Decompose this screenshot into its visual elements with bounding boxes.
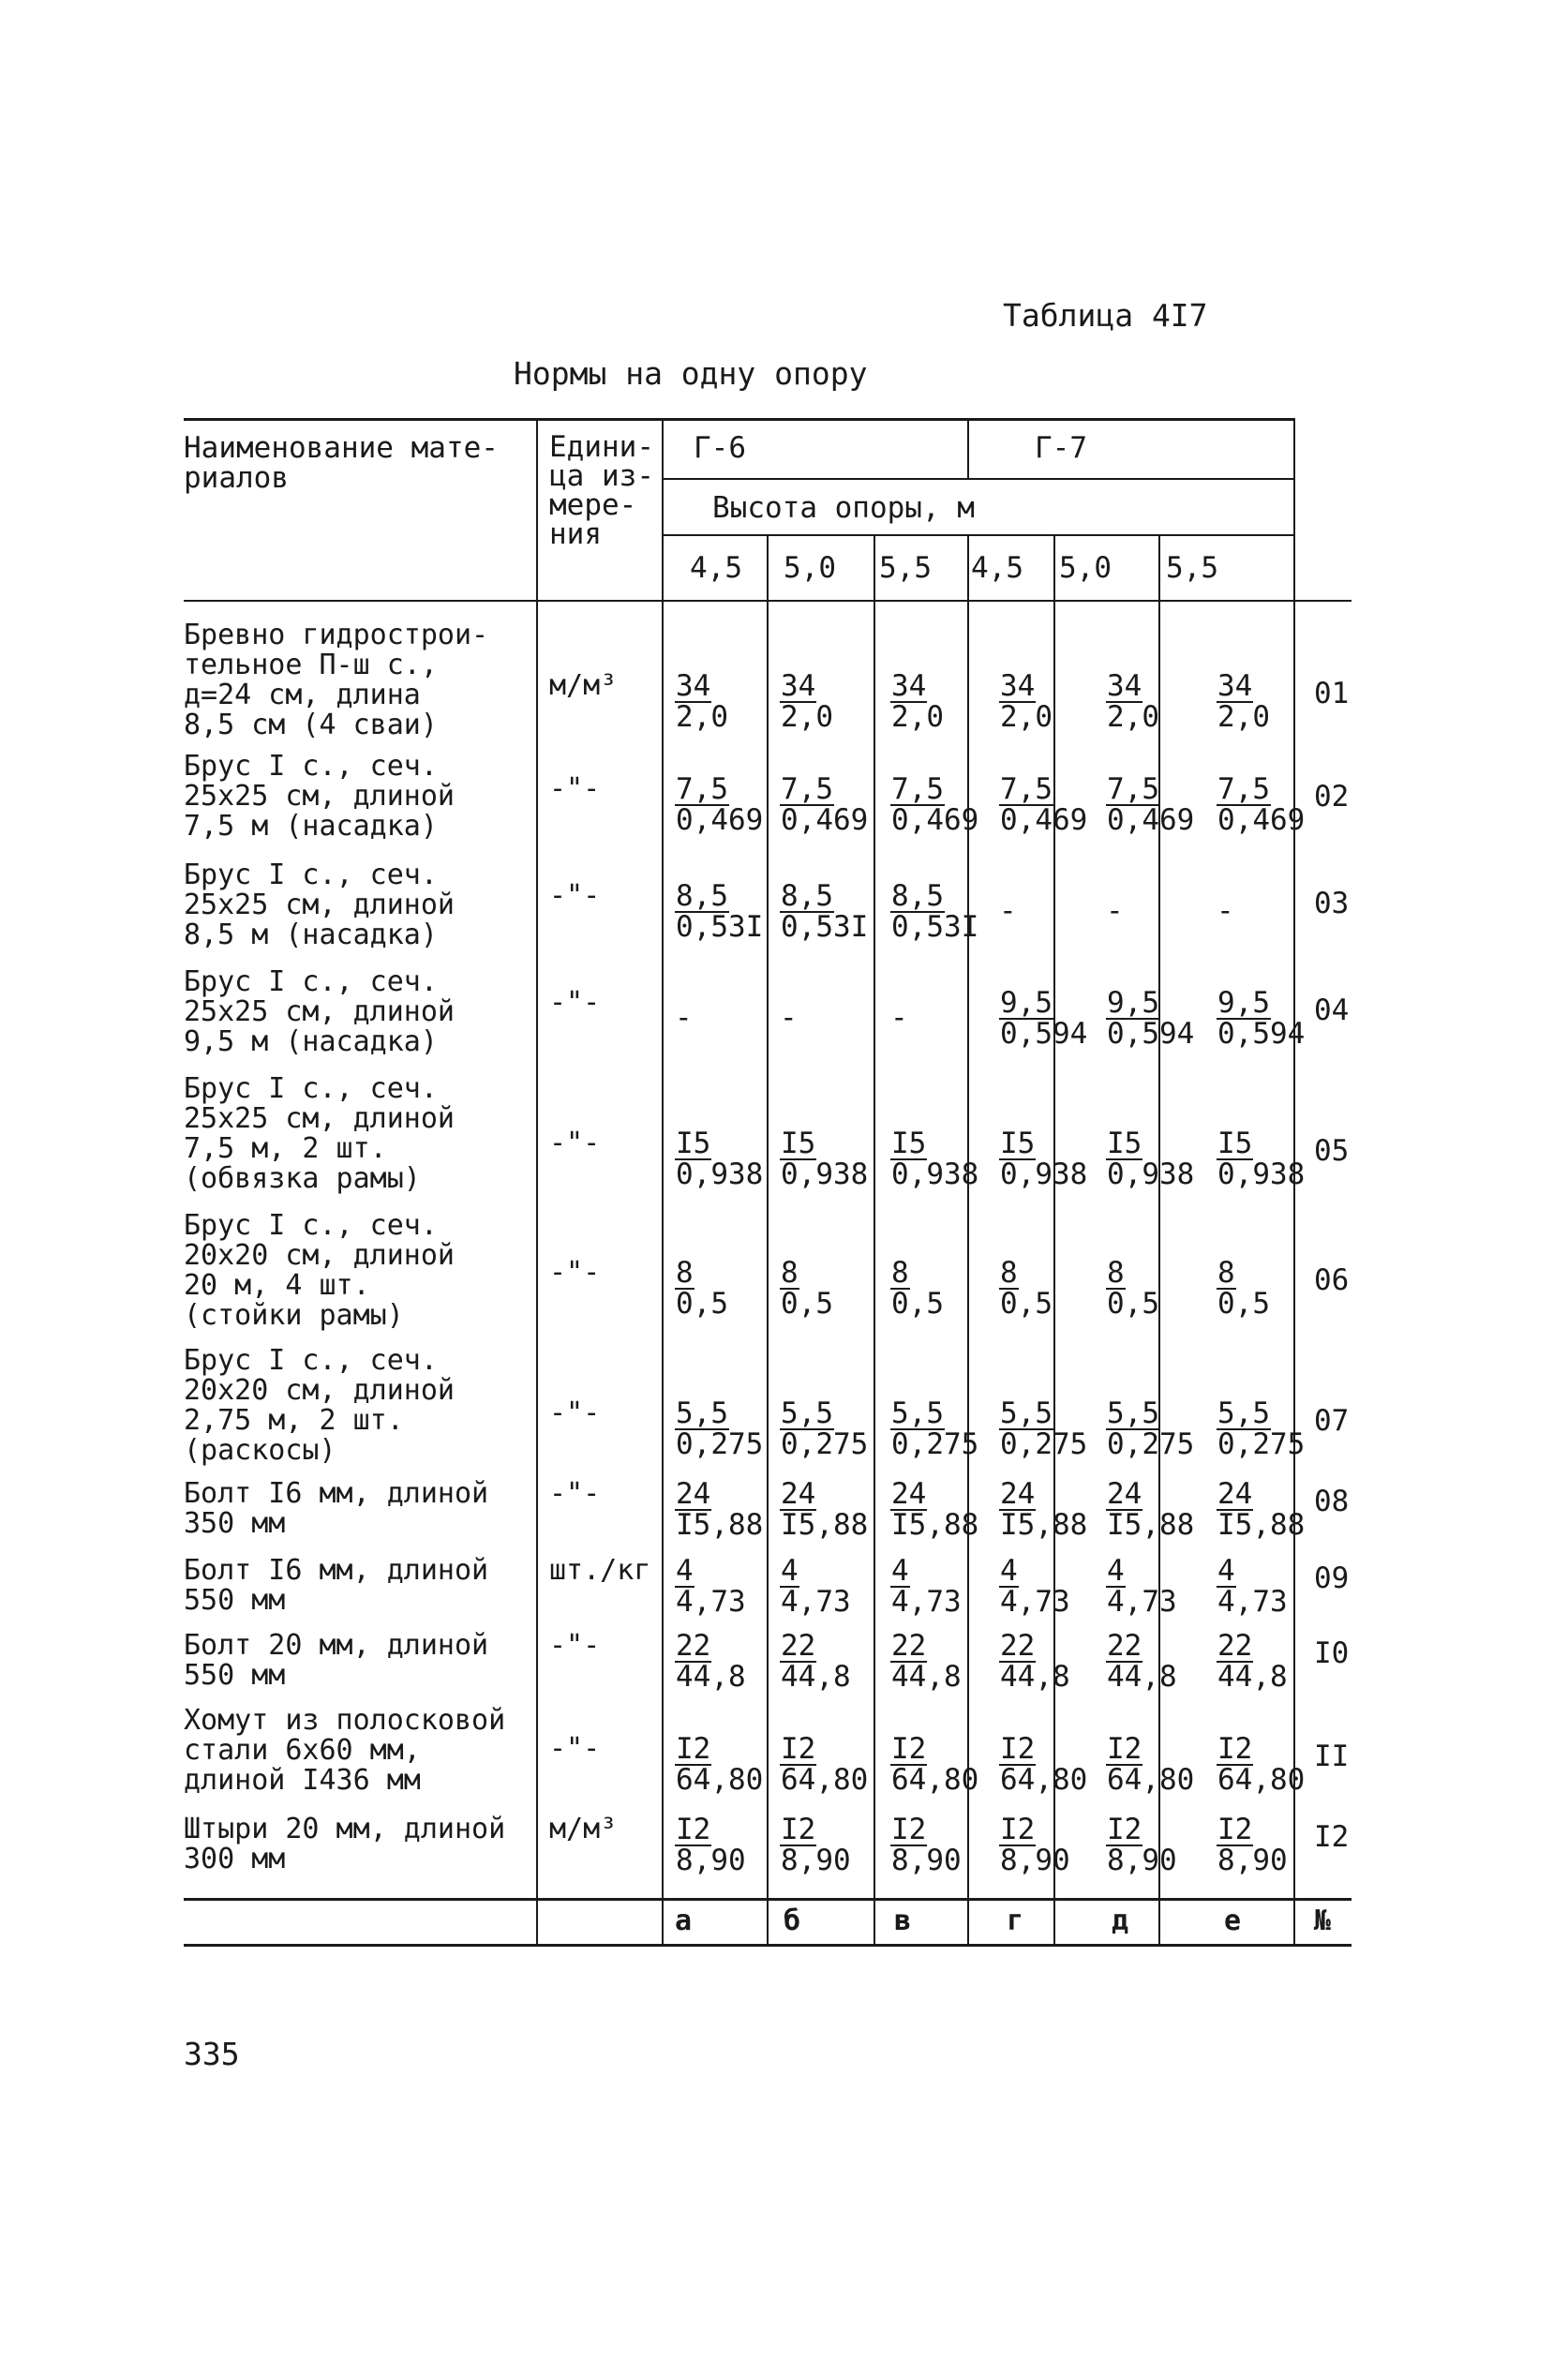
- footer-col-2: в: [894, 1904, 912, 1937]
- fraction-denominator: I5,88: [676, 1508, 764, 1542]
- fraction-denominator: 0,594: [1107, 1017, 1195, 1051]
- row-value-fraction: [999, 1815, 1070, 1875]
- fraction-numerator: 7,5: [1000, 772, 1053, 806]
- fraction-denominator: 0,53I: [676, 910, 764, 944]
- row-code: 01: [1314, 677, 1350, 710]
- fraction-denominator: 2,0: [781, 700, 833, 734]
- row-value-fraction: [675, 1732, 764, 1797]
- fraction-numerator: 7,5: [676, 772, 728, 806]
- fraction-numerator: I2: [781, 1732, 816, 1766]
- row-value-fraction: [675, 1127, 764, 1191]
- fraction-denominator: 0,938: [1217, 1158, 1306, 1191]
- row-value-fraction: [890, 772, 979, 837]
- row-value-dash: -: [890, 1001, 908, 1035]
- header-name-col: Наименование мате- риалов: [184, 431, 499, 495]
- fraction-denominator: 0,469: [1000, 803, 1088, 837]
- row-value-fraction: [890, 1732, 979, 1797]
- row-value-fraction: [999, 669, 1053, 734]
- fraction-denominator: 0,469: [891, 803, 979, 837]
- row-value-fraction: [890, 1127, 979, 1191]
- col-divider-4: [1053, 534, 1055, 1944]
- fraction-denominator: 4,73: [781, 1585, 851, 1619]
- fraction-numerator: 8: [1217, 1256, 1235, 1290]
- row-value-fraction: [890, 1815, 962, 1875]
- fraction-denominator: 2,0: [676, 700, 728, 734]
- fraction-denominator: 0,938: [781, 1158, 869, 1191]
- row-value-fraction: [780, 1477, 869, 1542]
- row-material-name: Болт 20 мм, длиной 550 мм: [184, 1629, 489, 1692]
- row-code: 07: [1314, 1404, 1350, 1438]
- fraction-denominator: 4,73: [1000, 1585, 1070, 1619]
- fraction-denominator: 0,275: [676, 1427, 764, 1461]
- row-value-fraction: [675, 772, 764, 837]
- fraction-denominator: 0,275: [1217, 1427, 1306, 1461]
- fraction-denominator: 64,80: [1107, 1763, 1195, 1797]
- row-value-fraction: [675, 1256, 728, 1321]
- row-code: 09: [1314, 1561, 1350, 1595]
- col-divider-5: [1158, 534, 1160, 1944]
- fraction-numerator: 8: [781, 1256, 799, 1290]
- fraction-denominator: 0,5: [1217, 1287, 1270, 1321]
- fraction-numerator: 9,5: [1217, 986, 1270, 1020]
- row-code: I0: [1314, 1636, 1350, 1670]
- fraction-denominator: 44,8: [1000, 1660, 1070, 1694]
- header-unit-col: Едини- ца из- мере- ния: [549, 430, 654, 551]
- fraction-denominator: 2,0: [1217, 700, 1270, 734]
- fraction-numerator: 7,5: [781, 772, 833, 806]
- fraction-numerator: 4: [781, 1554, 799, 1588]
- fraction-denominator: 4,73: [676, 1585, 746, 1619]
- fraction-denominator: 2,0: [891, 700, 944, 734]
- footer-col-4: д: [1112, 1904, 1129, 1937]
- row-value-fraction: [675, 1629, 746, 1694]
- fraction-denominator: 64,80: [1217, 1763, 1306, 1797]
- fraction-denominator: 64,80: [781, 1763, 869, 1797]
- row-unit: -"-: [549, 1629, 601, 1662]
- row-value-fraction: [999, 1397, 1088, 1461]
- fraction-numerator: I5: [1000, 1127, 1036, 1160]
- fraction-numerator: 5,5: [1107, 1397, 1159, 1430]
- fraction-denominator: 4,73: [891, 1585, 962, 1619]
- fraction-denominator: 0,5: [676, 1287, 728, 1321]
- row-value-fraction: [675, 1554, 746, 1619]
- fraction-denominator: 0,53I: [891, 910, 979, 944]
- row-material-name: Хомут из полосковой стали 6х60 мм, длиной I436 мм: [184, 1704, 506, 1797]
- page-number: 335: [184, 2036, 240, 2072]
- fraction-numerator: 22: [1107, 1629, 1142, 1663]
- fraction-numerator: I2: [891, 1813, 927, 1846]
- row-code: 08: [1314, 1485, 1350, 1518]
- col-divider-groups: [967, 418, 969, 478]
- fraction-numerator: 5,5: [891, 1397, 944, 1430]
- row-unit: -"-: [549, 772, 601, 805]
- row-value-fraction: [780, 1554, 851, 1619]
- fraction-numerator: 34: [1107, 669, 1142, 703]
- fraction-denominator: 8,90: [1000, 1844, 1070, 1877]
- row-unit: -"-: [549, 1477, 601, 1510]
- fraction-denominator: 2,0: [1107, 700, 1159, 734]
- row-material-name: Брус I с., сеч. 20х20 см, длиной 2,75 м, 2 шт. (раскосы): [184, 1344, 455, 1467]
- header-height-2: 5,5: [879, 551, 932, 585]
- row-value-fraction: [1217, 669, 1270, 734]
- table-subtitle: Нормы на одну опору: [514, 355, 868, 392]
- fraction-numerator: 5,5: [1217, 1397, 1270, 1430]
- row-code: 05: [1314, 1134, 1350, 1168]
- row-value-fraction: [1106, 1397, 1195, 1461]
- row-unit: -"-: [549, 1127, 601, 1159]
- fraction-numerator: I2: [676, 1813, 711, 1846]
- col-divider-2: [874, 534, 875, 1944]
- fraction-denominator: 64,80: [1000, 1763, 1088, 1797]
- row-value-fraction: [780, 669, 833, 734]
- row-value-fraction: [890, 1629, 962, 1694]
- row-value-fraction: [890, 1477, 979, 1542]
- fraction-numerator: 24: [1000, 1477, 1036, 1511]
- col-divider-unit-data: [662, 418, 664, 1944]
- fraction-denominator: 0,5: [1107, 1287, 1159, 1321]
- row-value-fraction: [675, 1477, 764, 1542]
- fraction-numerator: 5,5: [676, 1397, 728, 1430]
- fraction-denominator: 0,938: [1107, 1158, 1195, 1191]
- row-value-fraction: [780, 772, 869, 837]
- row-value-fraction: [999, 986, 1088, 1051]
- fraction-denominator: 44,8: [781, 1660, 851, 1694]
- row-value-fraction: [999, 772, 1088, 837]
- fraction-numerator: 34: [891, 669, 927, 703]
- fraction-denominator: 0,5: [891, 1287, 944, 1321]
- fraction-numerator: 4: [676, 1554, 694, 1588]
- row-value-fraction: [1217, 772, 1306, 837]
- footer-code-col: №: [1314, 1904, 1332, 1937]
- footer-col-3: г: [1007, 1904, 1024, 1937]
- row-value-fraction: [675, 669, 728, 734]
- footer-col-1: б: [784, 1904, 801, 1937]
- row-value-fraction: [1217, 1477, 1306, 1542]
- fraction-numerator: 5,5: [781, 1397, 833, 1430]
- header-height-3: 4,5: [971, 551, 1023, 585]
- table-label: Таблица 4I7: [1003, 297, 1208, 334]
- row-value-fraction: [780, 1732, 869, 1797]
- row-value-fraction: [999, 1554, 1070, 1619]
- row-value-fraction: [999, 1256, 1053, 1321]
- row-value-fraction: [1217, 1256, 1270, 1321]
- row-value-dash: -: [1106, 894, 1124, 928]
- fraction-numerator: 22: [1217, 1629, 1253, 1663]
- fraction-numerator: 7,5: [1107, 772, 1159, 806]
- row-code: 06: [1314, 1263, 1350, 1297]
- row-value-fraction: [675, 1815, 746, 1875]
- fraction-denominator: 64,80: [676, 1763, 764, 1797]
- fraction-numerator: 22: [891, 1629, 927, 1663]
- fraction-numerator: 8: [1000, 1256, 1018, 1290]
- fraction-numerator: 22: [676, 1629, 711, 1663]
- fraction-denominator: 8,90: [891, 1844, 962, 1877]
- height-values-top-rule: [662, 534, 1293, 536]
- fraction-denominator: 2,0: [1000, 700, 1053, 734]
- row-unit: -"-: [549, 879, 601, 912]
- fraction-numerator: 34: [1000, 669, 1036, 703]
- footer-col-5: е: [1224, 1904, 1242, 1937]
- fraction-numerator: I5: [1217, 1127, 1253, 1160]
- fraction-denominator: 0,938: [1000, 1158, 1088, 1191]
- footer-col-0: а: [675, 1904, 693, 1937]
- row-value-fraction: [1106, 1477, 1195, 1542]
- row-value-fraction: [1217, 1397, 1306, 1461]
- fraction-denominator: 64,80: [891, 1763, 979, 1797]
- fraction-numerator: 24: [891, 1477, 927, 1511]
- fraction-numerator: 24: [1107, 1477, 1142, 1511]
- fraction-denominator: 0,594: [1217, 1017, 1306, 1051]
- row-material-name: Брус I с., сеч. 25х25 см, длиной 8,5 м (насадка): [184, 859, 455, 951]
- fraction-numerator: I2: [676, 1732, 711, 1766]
- fraction-denominator: 0,469: [781, 803, 869, 837]
- fraction-denominator: 4,73: [1107, 1585, 1177, 1619]
- row-value-fraction: [780, 1256, 833, 1321]
- row-material-name: Брус I с., сеч. 25х25 см, длиной 9,5 м (насадка): [184, 965, 455, 1058]
- fraction-denominator: 8,90: [1107, 1844, 1177, 1877]
- fraction-denominator: 0,5: [781, 1287, 833, 1321]
- fraction-numerator: 7,5: [891, 772, 944, 806]
- fraction-numerator: I2: [891, 1732, 927, 1766]
- fraction-denominator: I5,88: [781, 1508, 869, 1542]
- row-value-dash: -: [675, 1001, 693, 1035]
- fraction-numerator: 8,5: [781, 879, 833, 913]
- fraction-denominator: 0,53I: [781, 910, 869, 944]
- fraction-numerator: 9,5: [1000, 986, 1053, 1020]
- fraction-numerator: I2: [781, 1813, 816, 1846]
- row-value-dash: -: [999, 894, 1017, 928]
- fraction-numerator: 8,5: [891, 879, 944, 913]
- fraction-numerator: 22: [1000, 1629, 1036, 1663]
- fraction-denominator: 8,90: [676, 1844, 746, 1877]
- row-value-fraction: [780, 879, 869, 944]
- fraction-numerator: 5,5: [1000, 1397, 1053, 1430]
- row-value-fraction: [890, 1554, 962, 1619]
- bottom-rule: [184, 1944, 1351, 1947]
- fraction-denominator: 44,8: [891, 1660, 962, 1694]
- fraction-numerator: I5: [676, 1127, 711, 1160]
- top-rule: [184, 418, 1293, 421]
- row-value-fraction: [675, 1397, 764, 1461]
- fraction-numerator: I2: [1107, 1813, 1142, 1846]
- fraction-denominator: I5,88: [1000, 1508, 1088, 1542]
- row-value-fraction: [1217, 1732, 1306, 1797]
- row-material-name: Бревно гидрострои- тельное П-ш с., д=24 см, длина 8,5 см (4 сваи): [184, 619, 489, 741]
- row-code: 03: [1314, 887, 1350, 920]
- row-value-fraction: [1217, 1815, 1288, 1875]
- header-height-label: Высота опоры, м: [712, 491, 975, 525]
- fraction-denominator: 0,594: [1000, 1017, 1088, 1051]
- fraction-numerator: 4: [891, 1554, 909, 1588]
- fraction-denominator: 0,938: [676, 1158, 764, 1191]
- row-value-fraction: [780, 1629, 851, 1694]
- row-value-fraction: [1106, 1815, 1177, 1875]
- fraction-numerator: 7,5: [1217, 772, 1270, 806]
- row-code: I2: [1314, 1820, 1350, 1854]
- col-divider-1: [767, 534, 769, 1944]
- fraction-numerator: 34: [676, 669, 711, 703]
- row-value-fraction: [1217, 1554, 1288, 1619]
- row-value-fraction: [999, 1732, 1088, 1797]
- fraction-numerator: I2: [1107, 1732, 1142, 1766]
- row-value-fraction: [1106, 1127, 1195, 1191]
- row-value-fraction: [1106, 669, 1159, 734]
- row-material-name: Брус I с., сеч. 25х25 см, длиной 7,5 м (насадка): [184, 750, 455, 843]
- row-value-fraction: [890, 1256, 944, 1321]
- fraction-denominator: 0,469: [676, 803, 764, 837]
- row-value-fraction: [675, 879, 764, 944]
- fraction-numerator: 24: [676, 1477, 711, 1511]
- fraction-denominator: 0,469: [1217, 803, 1306, 837]
- row-value-fraction: [890, 1397, 979, 1461]
- fraction-denominator: 0,469: [1107, 803, 1195, 837]
- row-value-fraction: [1106, 1256, 1159, 1321]
- row-value-fraction: [1106, 1629, 1177, 1694]
- row-material-name: Штыри 20 мм, длиной 300 мм: [184, 1813, 506, 1875]
- col-divider-3: [967, 534, 969, 1944]
- fraction-numerator: 9,5: [1107, 986, 1159, 1020]
- fraction-numerator: I2: [1000, 1813, 1036, 1846]
- fraction-numerator: 34: [781, 669, 816, 703]
- row-value-fraction: [780, 1397, 869, 1461]
- fraction-denominator: 8,90: [781, 1844, 851, 1877]
- row-material-name: Брус I с., сеч. 20х20 см, длиной 20 м, 4 шт. (стойки рамы): [184, 1209, 455, 1332]
- row-unit: м/м³: [549, 1813, 618, 1845]
- fraction-numerator: I5: [891, 1127, 927, 1160]
- row-material-name: Болт I6 мм, длиной 350 мм: [184, 1477, 489, 1540]
- header-height-5: 5,5: [1166, 551, 1218, 585]
- row-value-fraction: [890, 669, 944, 734]
- row-value-fraction: [1106, 986, 1195, 1051]
- fraction-numerator: 4: [1000, 1554, 1018, 1588]
- row-value-fraction: [999, 1629, 1070, 1694]
- fraction-numerator: I5: [781, 1127, 816, 1160]
- row-value-fraction: [780, 1127, 869, 1191]
- row-code: 02: [1314, 780, 1350, 814]
- row-material-name: Болт I6 мм, длиной 550 мм: [184, 1554, 489, 1617]
- fraction-numerator: 22: [781, 1629, 816, 1663]
- row-value-fraction: [780, 1815, 851, 1875]
- row-value-fraction: [890, 879, 979, 944]
- fraction-numerator: I2: [1217, 1732, 1253, 1766]
- row-unit: -"-: [549, 986, 601, 1019]
- fraction-denominator: 0,275: [891, 1427, 979, 1461]
- row-value-fraction: [1106, 772, 1195, 837]
- fraction-denominator: 0,5: [1000, 1287, 1053, 1321]
- fraction-numerator: 24: [1217, 1477, 1253, 1511]
- fraction-denominator: 44,8: [676, 1660, 746, 1694]
- row-unit: -"-: [549, 1732, 601, 1765]
- fraction-denominator: 4,73: [1217, 1585, 1288, 1619]
- row-value-fraction: [1217, 1127, 1306, 1191]
- fraction-denominator: I5,88: [891, 1508, 979, 1542]
- fraction-numerator: 24: [781, 1477, 816, 1511]
- fraction-denominator: 44,8: [1107, 1660, 1177, 1694]
- row-unit: м/м³: [549, 669, 618, 702]
- fraction-numerator: I5: [1107, 1127, 1142, 1160]
- row-value-fraction: [1217, 1629, 1288, 1694]
- header-height-1: 5,0: [784, 551, 836, 585]
- fraction-numerator: 8,5: [676, 879, 728, 913]
- row-value-fraction: [1217, 986, 1306, 1051]
- row-value-dash: -: [780, 1001, 798, 1035]
- fraction-denominator: 0,938: [891, 1158, 979, 1191]
- height-label-top-rule: [662, 478, 1293, 480]
- header-group-g6: Г-6: [694, 431, 746, 465]
- row-value-fraction: [1106, 1732, 1195, 1797]
- row-value-dash: -: [1217, 894, 1234, 928]
- row-code: II: [1314, 1740, 1350, 1773]
- row-unit: -"-: [549, 1256, 601, 1289]
- fraction-numerator: I2: [1217, 1813, 1253, 1846]
- fraction-numerator: 4: [1107, 1554, 1125, 1588]
- fraction-numerator: 8: [891, 1256, 909, 1290]
- header-height-0: 4,5: [690, 551, 742, 585]
- row-value-fraction: [999, 1127, 1088, 1191]
- row-material-name: Брус I с., сеч. 25х25 см, длиной 7,5 м, 2 шт. (обвязка рамы): [184, 1072, 455, 1195]
- fraction-denominator: 0,275: [781, 1427, 869, 1461]
- fraction-numerator: 34: [1217, 669, 1253, 703]
- fraction-denominator: 0,275: [1000, 1427, 1088, 1461]
- header-group-g7: Г-7: [1035, 431, 1087, 465]
- header-height-4: 5,0: [1059, 551, 1112, 585]
- fraction-numerator: 4: [1217, 1554, 1235, 1588]
- fraction-numerator: 8: [676, 1256, 694, 1290]
- fraction-denominator: 8,90: [1217, 1844, 1288, 1877]
- row-value-fraction: [1106, 1554, 1177, 1619]
- row-unit: -"-: [549, 1397, 601, 1429]
- row-value-fraction: [999, 1477, 1088, 1542]
- fraction-numerator: I2: [1000, 1732, 1036, 1766]
- fraction-denominator: I5,88: [1107, 1508, 1195, 1542]
- row-code: 04: [1314, 993, 1350, 1027]
- row-unit: шт./кг: [549, 1554, 651, 1587]
- fraction-denominator: 44,8: [1217, 1660, 1288, 1694]
- fraction-denominator: I5,88: [1217, 1508, 1306, 1542]
- fraction-denominator: 0,275: [1107, 1427, 1195, 1461]
- fraction-numerator: 8: [1107, 1256, 1125, 1290]
